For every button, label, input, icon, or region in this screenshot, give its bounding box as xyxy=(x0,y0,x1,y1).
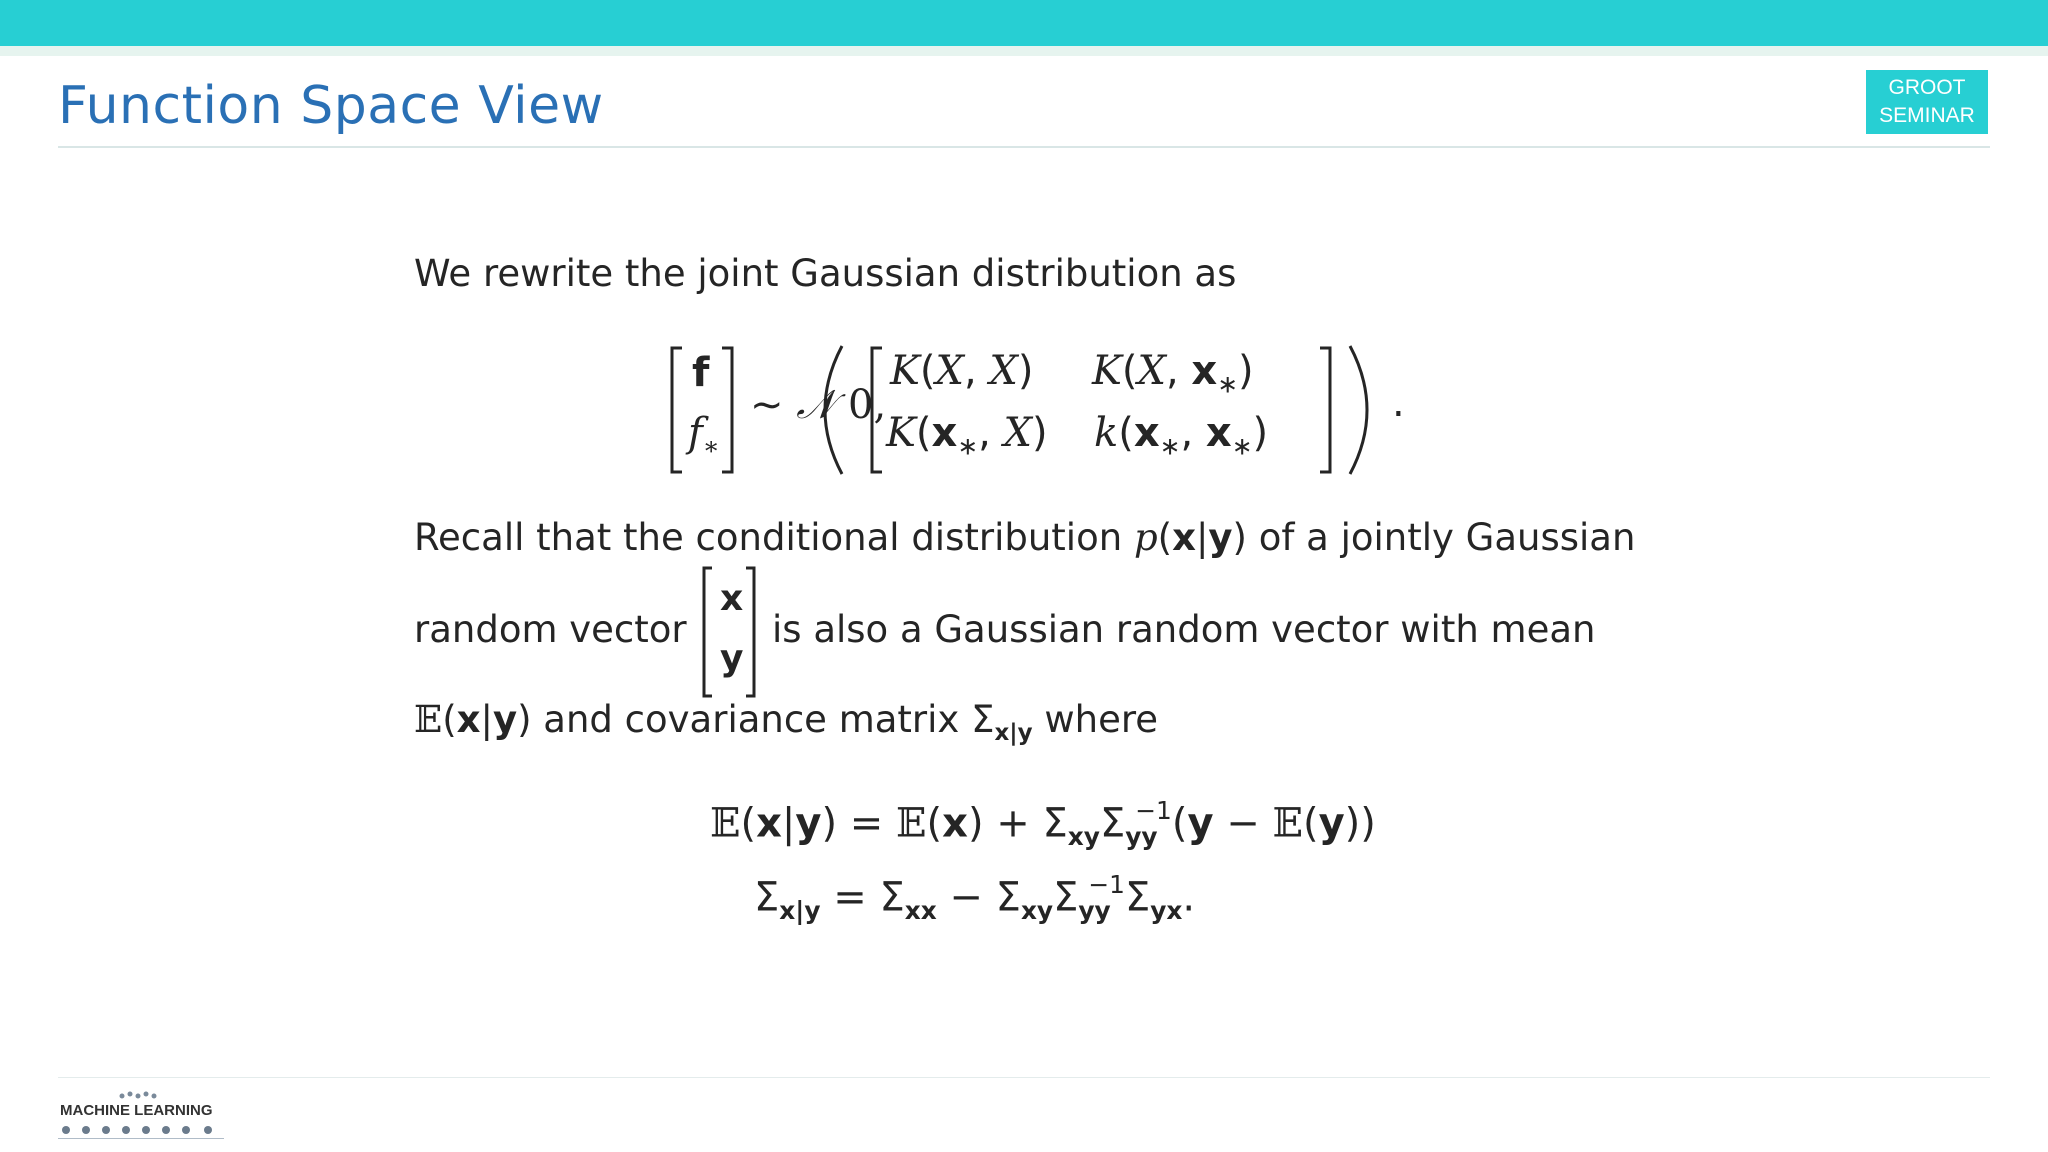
cov-k-xx: K(X, X) xyxy=(890,348,1034,394)
slide-title: Function Space View xyxy=(58,76,604,136)
recall-text-b: of a jointly Gaussian xyxy=(1246,516,1636,559)
groot-seminar-badge xyxy=(1866,70,1988,134)
machine-learning-logo xyxy=(58,1088,228,1144)
cov-text-a: and covariance matrix xyxy=(531,698,972,741)
conditional-p-x-given-y: p(x|y) xyxy=(1133,516,1247,559)
vector-entry-f: f xyxy=(692,350,710,396)
mean-zero: 0, xyxy=(848,382,887,428)
top-accent-band xyxy=(0,46,2048,56)
conditional-mean-equation: 𝔼(x|y) = 𝔼(x) + $\Sigma_{xy}\Sigma_{yy}^{-1}(y$ − 𝔼(y)) xyxy=(710,796,1376,852)
conditional-covariance-equation: $\Sigma_{x|y} = \Sigma_{xx} - \Sigma_{xy}\Sigma_{yy}^{-1}\Sigma_{yx}$. xyxy=(754,870,1196,926)
sigma-x-given-y: $\Sigma_{x|y}$ xyxy=(971,698,1033,747)
gaussian-mean-text: is also a Gaussian random vector with mean xyxy=(772,608,1596,651)
expectation-x-given-y: 𝔼(x|y) xyxy=(414,698,532,741)
cov-k-x-xstar: K(X, $x_∗$) xyxy=(1092,348,1254,399)
cov-k-xstar-xstar: $k(x_∗$, $x_∗$) xyxy=(1094,410,1269,461)
cov-text-b: where xyxy=(1032,698,1159,741)
random-vector-xy xyxy=(702,564,758,700)
vector-entry-y: y xyxy=(720,638,744,679)
title-divider xyxy=(58,146,1990,148)
random-vector-label: random vector xyxy=(414,608,687,651)
badge-line-1: GROOT xyxy=(1888,76,1966,99)
joint-gaussian-equation xyxy=(668,340,1408,480)
intro-paragraph: We rewrite the joint Gaussian distribution as xyxy=(414,252,1237,295)
footer-divider xyxy=(58,1077,1990,1078)
cov-k-xstar-x: $K(x_∗$, X) xyxy=(886,410,1048,461)
equation-period: . xyxy=(1392,380,1405,426)
top-accent-bar xyxy=(0,0,2048,46)
covariance-paragraph xyxy=(414,698,1158,746)
recall-paragraph xyxy=(414,516,1635,559)
vector-entry-x: x xyxy=(720,578,744,619)
vector-entry-f-star: $f_∗$ xyxy=(688,410,720,461)
distributed-as: ∼ 𝒩 xyxy=(750,382,835,428)
badge-line-2: SEMINAR xyxy=(1879,104,1975,127)
recall-text-a: Recall that the conditional distribution xyxy=(414,516,1134,559)
logo-text: MACHINE LEARNING xyxy=(60,1102,213,1119)
